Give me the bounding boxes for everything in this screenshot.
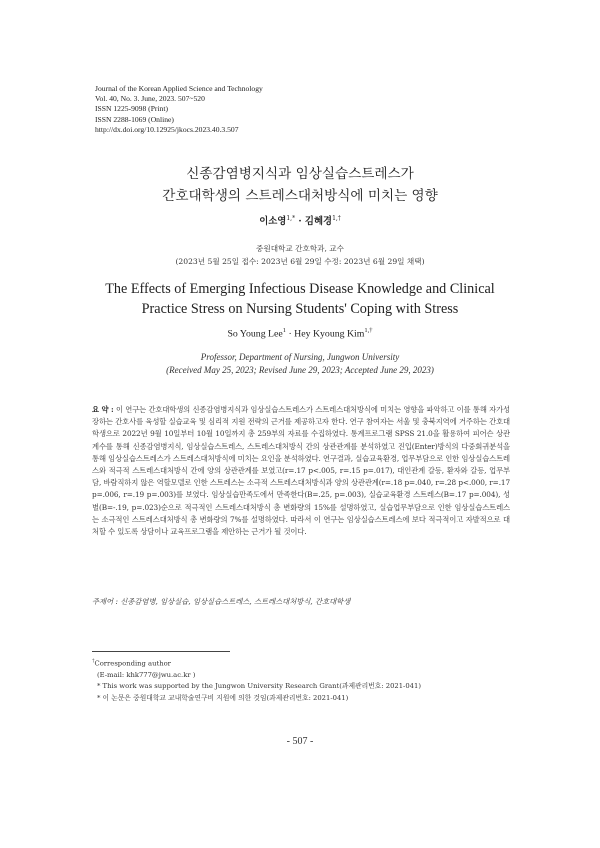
korean-title-line2: 간호대학생의 스트레스대처방식에 미치는 영향 — [162, 188, 438, 204]
footnote-divider — [92, 651, 230, 652]
footnotes — [92, 656, 512, 704]
korean-author1-mark: 1,* — [286, 214, 296, 222]
english-affiliation-block — [0, 351, 600, 376]
keywords: 주제어 : 신종감염병, 임상실습, 임상실습스트레스, 스트레스대처방식, 간호대학생 — [92, 597, 351, 606]
english-authors — [0, 327, 600, 339]
english-dates: (Received May 25, 2023; Revised June 29, 2023; Accepted June 29, 2023) — [166, 364, 434, 375]
corresponding-author — [92, 656, 512, 670]
korean-title — [0, 163, 600, 207]
funding-note-korean: * 이 논문은 중원대학교 교내학술연구비 지원에 의한 것임(과제관리번호: 2021-041) — [97, 693, 349, 702]
korean-author-separator: · — [295, 216, 305, 227]
issn-print: ISSN 1225-9098 (Print) — [95, 104, 168, 114]
funding-note-english: * This work was supported by the Jungwon University Research Grant(과제관리번호: 2021-041) — [97, 682, 421, 691]
corresponding-label: Corresponding author — [94, 659, 171, 668]
journal-name: Journal of the Korean Applied Science and Technology — [95, 84, 263, 93]
abstract-label: 요 약 : — [92, 405, 114, 414]
dagger-mark: † — [92, 658, 95, 664]
doi-link[interactable]: http://dx.doi.org/10.12925/jkocs.2023.40.3.507 — [95, 124, 239, 134]
korean-affiliation: 중원대학교 간호학과, 교수 — [256, 244, 344, 253]
issn-online: ISSN 2288-1069 (Online) — [95, 114, 174, 124]
korean-title-line1: 신종감염병지식과 임상실습스트레스가 — [186, 166, 414, 182]
english-title-line2: Practice Stress on Nursing Students' Coping with Stress — [141, 300, 459, 317]
korean-authors — [0, 213, 600, 227]
corresponding-email[interactable]: (E-mail: khk777@jwu.ac.kr ) — [97, 670, 196, 679]
korean-author2: 김혜경 — [304, 216, 333, 227]
page-number: - 507 - — [286, 736, 314, 747]
english-author1-mark: 1 — [282, 327, 286, 334]
abstract-text: 이 연구는 간호대학생의 신종감염병지식과 임상실습스트레스가 스트레스대처방식에 미치는 영향을 파악하고 이를 통해 자가성장하는 간호사를 육성할 실습교육 및 심리적 지원 전략의 근거를 제공하고자 한다. 연구 참여자는 서울 및 충북지역에 거주하는 간호대학생으로 2022년 9월 10일부터 10월 10일까지 총 259부의 자료를 수집하였다. 통계프로그램 SPSS 21.0을 활용하여 피어슨 상관계수를 통해 신종감염병지식, 임상실습스트레스, 스트레스대처방식 간의 상관관계를 분석하였고 진입(Enter)방식의 다중회귀분석을 통해 임상실습스트레스가 스트레스대처방식에 미치는 요인을 분석하였다. 연구결과, 실습교육환경, 업무부담으로 인한 임상실습스트레스와 적극적 스트레스대처방식 간에 양의 상관관계를 보였고(r=.17 p<.005, r=.15 p=.017), 대인관계 갈등, 환자와 갈등, 업무부담, 바람직하지 않은 역할모델로 인한 스트레스는 소극적 스트레스대처방식과 양의 상관관계(r=.18 p=.040, r=.28 p<.000, r=.17 p=.006, r=.19 p=.003)를 보였다. 임상실습만족도에서 만족한다(B=.25, p=.003), 실습교육환경 스트레스(B=.17 p=.004), 성별(B=-.19, p=.023)순으로 적극적인 스트레스대처방식 총 변화량의 15%를 설명하였고, 실습업무부담으로 인한 임상실습스트레스는 소극적인 스트레스대처방식 총 변화량의 7%를 설명하였다. 따라서 이 연구는 임상실습스트레스에 보다 적극적이고 자발적으로 대처할 수 있도록 상담이나 교육프로그램을 제안하는 근거가 될 것이다. — [92, 405, 511, 537]
english-title-line1: The Effects of Emerging Infectious Disease Knowledge and Clinical — [105, 281, 495, 297]
english-author-separator: · — [286, 328, 295, 340]
english-author2: Hey Kyoung Kim — [294, 328, 365, 340]
korean-author1: 이소영 — [259, 216, 287, 227]
korean-dates: (2023년 5월 25일 접수: 2023년 6월 29일 수정: 2023년 6월 29일 채택) — [175, 257, 425, 266]
journal-info — [95, 84, 515, 135]
korean-affiliation-block — [0, 242, 600, 268]
journal-volume: Vol. 40, No. 3. June, 2023. 507~520 — [95, 94, 205, 104]
abstract — [92, 404, 510, 538]
english-author1: So Young Lee — [227, 328, 283, 340]
english-title — [0, 280, 600, 319]
korean-author2-mark: 1,† — [332, 214, 341, 222]
english-affiliation: Professor, Department of Nursing, Jungwon University — [200, 352, 400, 362]
english-author2-mark: 1,† — [364, 327, 373, 334]
